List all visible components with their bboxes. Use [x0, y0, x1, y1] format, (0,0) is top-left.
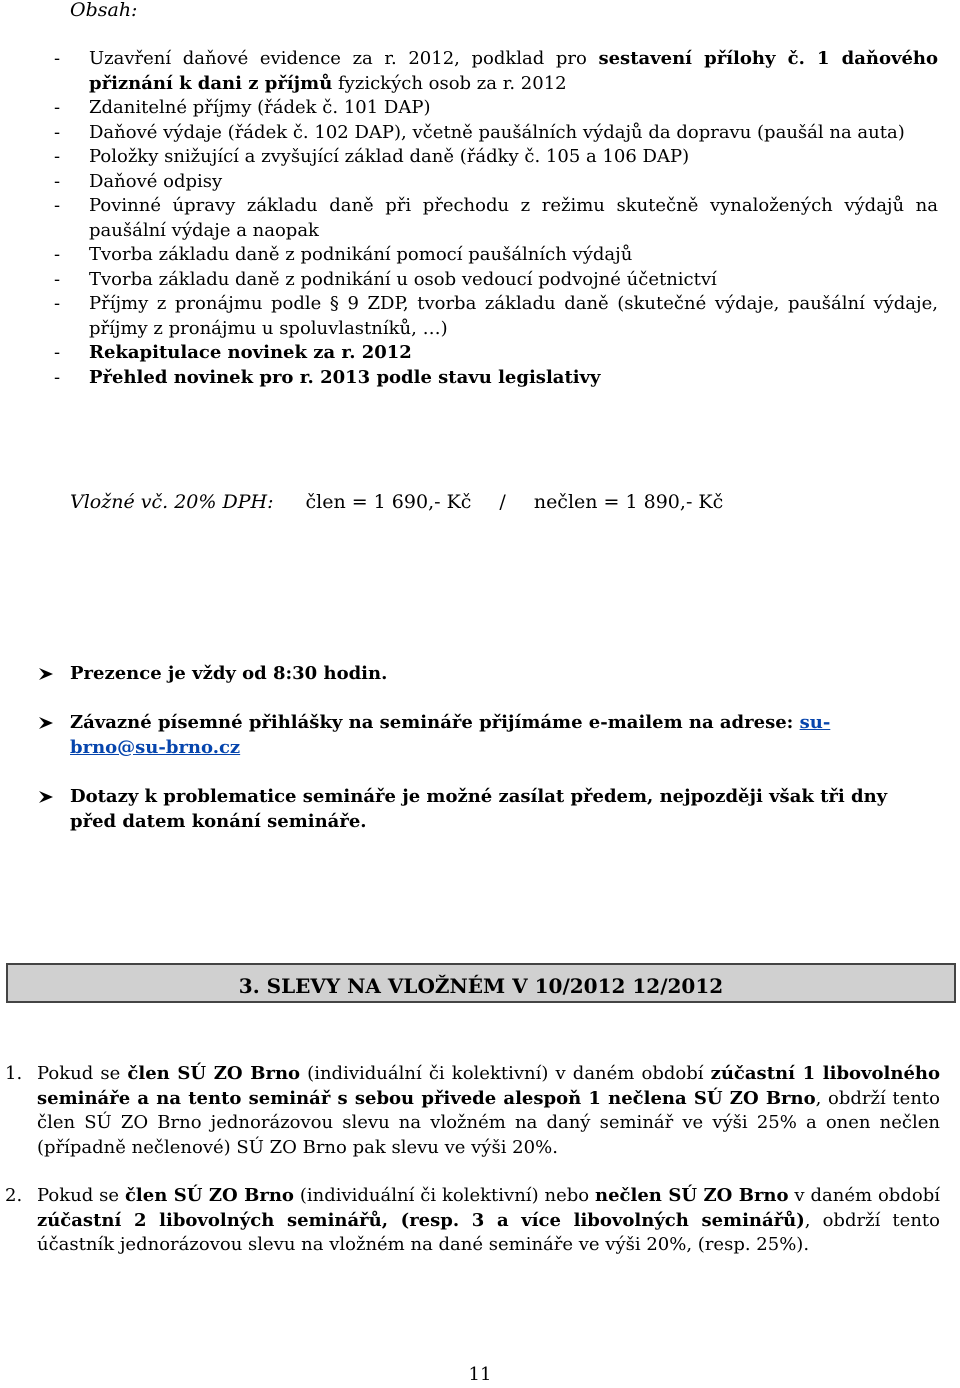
- email-link[interactable]: su-brno@su-brno.cz: [70, 712, 831, 758]
- list-item: Prezence je vždy od 8:30 hodin.: [38, 662, 898, 687]
- contents-list: [54, 47, 938, 390]
- list-item: - Rekapitulace novinek za r. 2012: [54, 342, 412, 363]
- contents-heading: Obsah:: [70, 0, 138, 21]
- arrowhead-bullet-icon: [38, 716, 54, 730]
- fee-separator: /: [499, 491, 506, 513]
- list-item: 1. Pokud se člen SÚ ZO Brno (individuální či kolektivní) v daném období zúčastní 1 libovolného semináře a na tento seminář s sebou přivede alespoň 1 nečlena SÚ ZO Brno, obdrží tento člen SÚ ZO Brno jednorázovou slevu na vložném na daný seminář ve výši 25% a onen nečlen (případně nečlenové) SÚ ZO Brno pak slevu ve výši 20%.: [5, 1063, 940, 1158]
- arrowhead-bullet-icon: [38, 790, 54, 804]
- list-item: - Daňové výdaje (řádek č. 102 DAP), včetně paušálních výdajů da dopravu (paušál na auta): [54, 121, 905, 143]
- fee-label: Vložné vč. 20% DPH:: [70, 491, 274, 513]
- notes-list: [38, 785, 898, 834]
- list-item: - Uzavření daňové evidence za r. 2012, podklad pro sestavení přílohy č. 1 daňového přiznání k dani z příjmů fyzických osob za r. 2012: [54, 48, 939, 94]
- list-item: - Povinné úpravy základu daně při přechodu z režimu skutečně vynaložených výdajů na paušální výdaje a naopak: [54, 195, 938, 241]
- arrowhead-bullet-icon: [38, 667, 54, 681]
- list-item: - Daňové odpisy: [54, 170, 223, 192]
- discount-list: [0, 1062, 940, 1160]
- fee-member: člen = 1 690,- Kč: [305, 491, 472, 513]
- list-item: - Položky snižující a zvyšující základ daně (řádky č. 105 a 106 DAP): [54, 146, 690, 167]
- list-item: - Tvorba základu daně z podnikání pomocí paušálních výdajů: [54, 244, 633, 265]
- list-item: - Tvorba základu daně z podnikání u osob vedoucí podvojné účetnictví: [54, 268, 717, 290]
- list-item: - Zdanitelné příjmy (řádek č. 101 DAP): [54, 97, 431, 118]
- list-item: - Přehled novinek pro r. 2013 podle stavu legislativy: [54, 366, 601, 388]
- notes-list: [38, 711, 898, 760]
- list-item: 2. Pokud se člen SÚ ZO Brno (individuální či kolektivní) nebo nečlen SÚ ZO Brno v daném období zúčastní 2 libovolných seminářů, (resp. 3 a více libovolných seminářů), obdrží tento účastník jednorázovou slevu na vložném na dané semináře ve výši 20%, (resp. 25%).: [5, 1185, 940, 1255]
- list-item: - Příjmy z pronájmu podle § 9 ZDP, tvorba základu daně (skutečné výdaje, paušální výdaje, příjmy z pronájmu u spoluvlastníků, …): [54, 293, 938, 339]
- fee-nonmember: nečlen = 1 890,- Kč: [533, 491, 724, 513]
- list-item: Dotazy k problematice semináře je možné zasílat předem, nejpozději však tři dny před datem konání semináře.: [38, 785, 898, 834]
- fee-line: [70, 490, 723, 515]
- page-number: 11: [468, 1364, 492, 1385]
- section-heading: 3. SLEVY NA VLOŽNÉM V 10/2012 12/2012: [6, 963, 956, 1003]
- discount-list: [0, 1184, 940, 1258]
- list-item: Závazné písemné přihlášky na semináře přijímáme e-mailem na adrese: su-brno@su-brno.cz: [38, 711, 898, 760]
- notes-list: [38, 662, 898, 687]
